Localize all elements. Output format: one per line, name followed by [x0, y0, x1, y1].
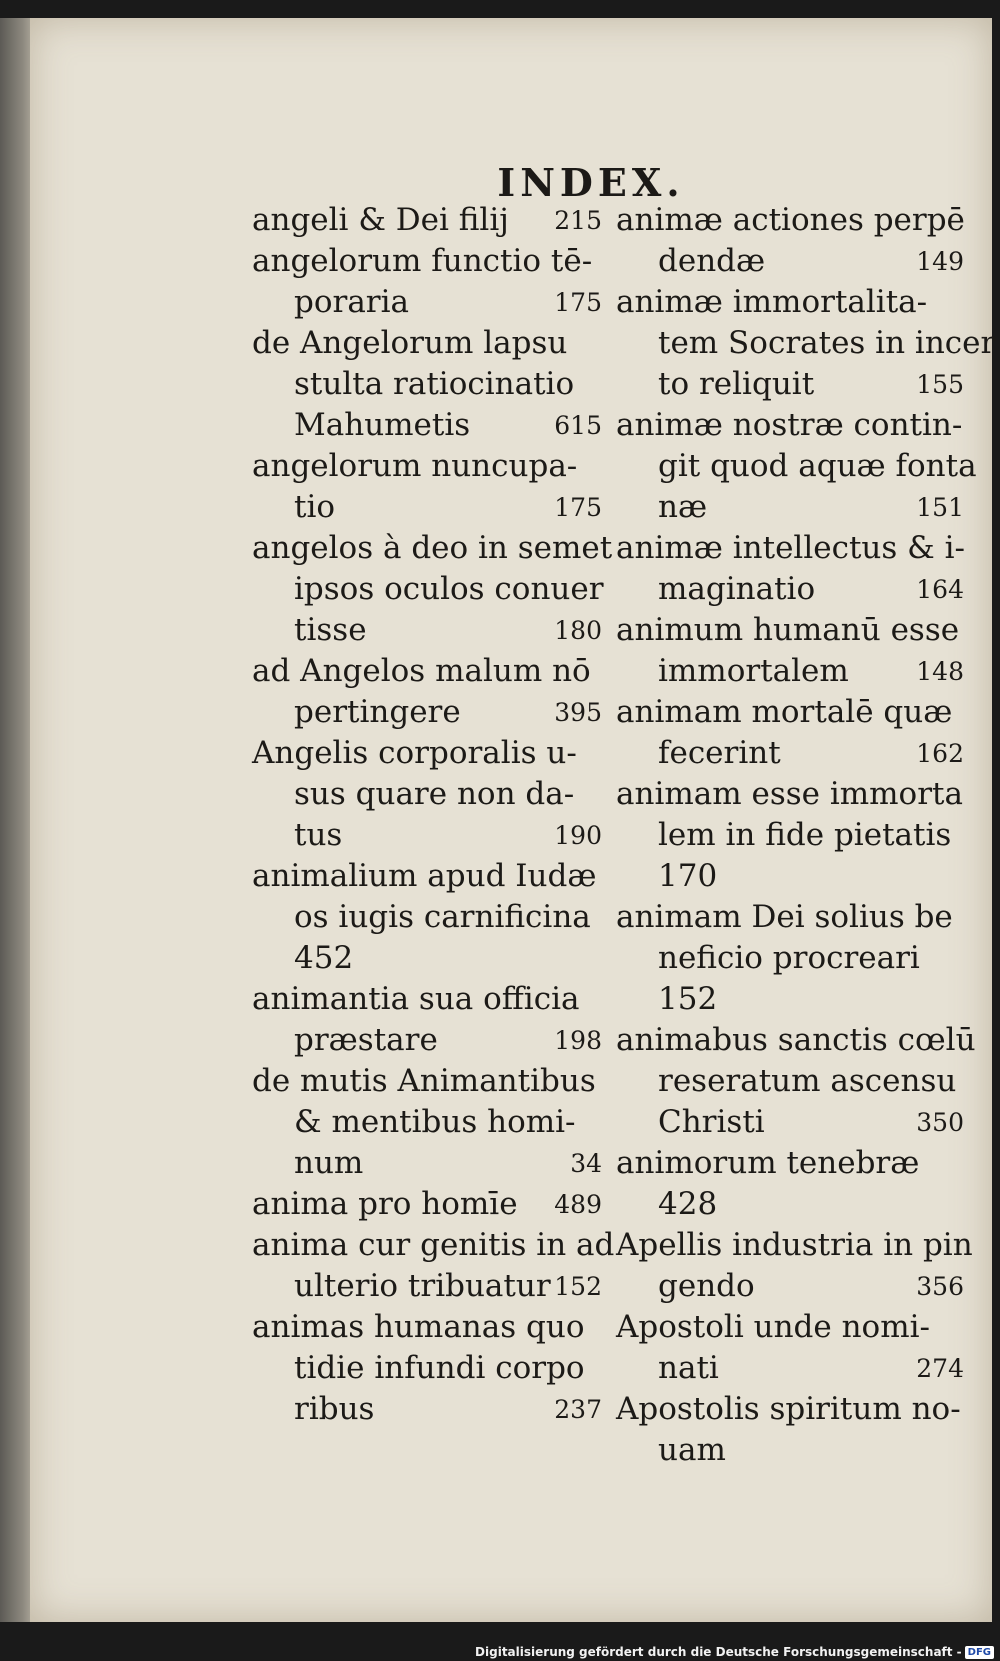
- index-entry-text: sus quare non da-: [294, 776, 575, 812]
- index-page-number: 152: [554, 1272, 602, 1301]
- index-entry-text: animum humanū esse: [616, 612, 960, 648]
- index-page-number: 34: [570, 1149, 602, 1178]
- index-line: [252, 282, 602, 323]
- index-entry-text: animæ immortalita-: [616, 284, 928, 320]
- index-line: [616, 1020, 976, 1061]
- index-line: [616, 610, 964, 651]
- index-entry-text: 428: [658, 1186, 718, 1222]
- index-line: [616, 487, 964, 528]
- index-line: [252, 1061, 602, 1102]
- index-line: [616, 405, 964, 446]
- index-line: [252, 733, 602, 774]
- index-line: [252, 979, 602, 1020]
- index-line: [252, 774, 602, 815]
- index-page-number: 180: [554, 616, 602, 645]
- index-line: [252, 815, 602, 856]
- index-line: [252, 938, 602, 979]
- index-line: [252, 200, 602, 241]
- index-page-number: 489: [554, 1190, 602, 1219]
- index-page-number: 151: [916, 493, 964, 522]
- index-page-number: 350: [916, 1108, 964, 1137]
- index-entry-text: animas humanas quo: [252, 1309, 585, 1345]
- index-page-number: 274: [916, 1354, 964, 1383]
- index-entry-text: anima cur genitis in ad: [252, 1227, 615, 1263]
- index-entry-text: animæ intellectus & i-: [616, 530, 965, 566]
- index-page-number: 162: [916, 739, 964, 768]
- index-line: [252, 364, 602, 405]
- index-entry-text: tus: [294, 817, 343, 853]
- index-line: [616, 1102, 964, 1143]
- index-entry-text: 152: [658, 981, 718, 1017]
- index-line: [616, 692, 964, 733]
- index-entry-text: næ: [658, 489, 708, 525]
- digitization-footer: [475, 1645, 994, 1659]
- index-entry-text: Christi: [658, 1104, 765, 1140]
- index-line: [616, 1307, 964, 1348]
- index-line: [252, 1020, 602, 1061]
- index-line: [252, 692, 602, 733]
- index-entry-text: neficio procreari: [658, 940, 920, 976]
- index-entry-text: os iugis carnificina: [294, 899, 591, 935]
- index-line: [252, 446, 602, 487]
- index-entry-text: de mutis Animantibus: [252, 1063, 596, 1099]
- index-line: [616, 651, 964, 692]
- index-line: [252, 1143, 602, 1184]
- index-line: [616, 1225, 973, 1266]
- index-entry-text: stulta ratiocinatio: [294, 366, 575, 402]
- index-entry-text: immortalem: [658, 653, 849, 689]
- index-line: [252, 1266, 602, 1307]
- index-entry-text: animam esse immorta: [616, 776, 963, 812]
- index-entry-text: animabus sanctis cœlū: [616, 1022, 976, 1058]
- index-entry-text: animantia sua officia: [252, 981, 580, 1017]
- index-line: [616, 200, 964, 241]
- index-entry-text: tisse: [294, 612, 367, 648]
- index-entry-text: Apostoli unde nomi-: [616, 1309, 930, 1345]
- index-entry-text: angeli & Dei filij: [252, 202, 509, 238]
- index-line: [616, 528, 964, 569]
- index-entry-text: lem in fide pietatis: [658, 817, 952, 853]
- footer-text: Digitalisierung gefördert durch die Deutsche Forschungsgemeinschaft -: [475, 1645, 962, 1659]
- index-line: [616, 569, 964, 610]
- index-line: [616, 1061, 964, 1102]
- index-entry-text: ulterio tribuatur: [294, 1268, 551, 1304]
- index-entry-text: animam Dei solius be: [616, 899, 953, 935]
- index-entry-text: animalium apud Iudæ: [252, 858, 597, 894]
- index-entry-text: Apostolis spiritum no-: [616, 1391, 961, 1427]
- index-line: [252, 897, 602, 938]
- index-entry-text: gendo: [658, 1268, 755, 1304]
- index-entry-text: 170: [658, 858, 718, 894]
- index-page-number: 164: [916, 575, 964, 604]
- index-page-number: 198: [554, 1026, 602, 1055]
- index-entry-text: dendæ: [658, 243, 766, 279]
- index-line: [616, 323, 996, 364]
- index-page-number: 395: [554, 698, 602, 727]
- index-line: [616, 1143, 964, 1184]
- index-line: [616, 446, 977, 487]
- index-entry-text: animæ nostræ contin-: [616, 407, 963, 443]
- index-line: [616, 856, 964, 897]
- index-entry-text: anima pro homīe: [252, 1186, 518, 1222]
- index-column-left: [252, 200, 615, 1430]
- index-page-number: 175: [554, 288, 602, 317]
- index-entry-text: angelorum nuncupa-: [252, 448, 578, 484]
- index-line: [616, 1389, 964, 1430]
- index-page-number: 190: [554, 821, 602, 850]
- index-page-number: 215: [554, 206, 602, 235]
- index-line: [616, 364, 964, 405]
- index-line: [252, 1307, 602, 1348]
- index-entry-text: ribus: [294, 1391, 375, 1427]
- index-line: [616, 241, 964, 282]
- index-entry-text: 452: [294, 940, 354, 976]
- index-entry-text: de Angelorum lapsu: [252, 325, 568, 361]
- index-page-number: 155: [916, 370, 964, 399]
- index-page-number: 149: [916, 247, 964, 276]
- index-entry-text: animorum tenebræ: [616, 1145, 920, 1181]
- index-line: [252, 1225, 615, 1266]
- index-entry-text: git quod aquæ fonta: [658, 448, 977, 484]
- index-line: [252, 1102, 602, 1143]
- index-line: [252, 610, 602, 651]
- index-page-number: 356: [916, 1272, 964, 1301]
- index-entry-text: tio: [294, 489, 336, 525]
- index-entry-text: animæ actiones perpē: [616, 202, 965, 238]
- index-entry-text: maginatio: [658, 571, 816, 607]
- index-page-number: 148: [916, 657, 964, 686]
- index-entry-text: præstare: [294, 1022, 438, 1058]
- index-line: [252, 1348, 602, 1389]
- page-heading: INDEX.: [497, 160, 685, 205]
- index-entry-text: pertingere: [294, 694, 461, 730]
- index-entry-text: nati: [658, 1350, 719, 1386]
- index-line: [252, 487, 602, 528]
- index-entry-text: animam mortalē quæ: [616, 694, 953, 730]
- dfg-logo: DFG: [965, 1646, 994, 1659]
- index-entry-text: ad Angelos malum nō: [252, 653, 591, 689]
- index-entry-text: Angelis corporalis u-: [252, 735, 577, 771]
- index-page-number: 615: [554, 411, 602, 440]
- index-entry-text: to reliquit: [658, 366, 815, 402]
- index-line: [252, 528, 613, 569]
- index-page-number: 175: [554, 493, 602, 522]
- index-column-right: [616, 200, 996, 1471]
- index-line: [616, 733, 964, 774]
- index-line: [616, 1266, 964, 1307]
- index-page-number: 237: [554, 1395, 602, 1424]
- index-line: [616, 1184, 964, 1225]
- index-entry-text: tem Socrates in incer: [658, 325, 996, 361]
- index-entry-text: Apellis industria in pin: [616, 1227, 973, 1263]
- index-line: [252, 405, 602, 446]
- index-line: [616, 1348, 964, 1389]
- index-line: [616, 979, 964, 1020]
- index-line: [252, 1389, 602, 1430]
- index-line: [252, 651, 602, 692]
- index-entry-text: num: [294, 1145, 364, 1181]
- index-line: [616, 282, 964, 323]
- index-line: [252, 856, 602, 897]
- index-entry-text: tidie infundi corpo: [294, 1350, 585, 1386]
- index-line: [616, 815, 964, 856]
- index-entry-text: uam: [658, 1432, 726, 1468]
- index-line: [252, 323, 602, 364]
- index-line: [616, 897, 964, 938]
- index-line: [252, 241, 602, 282]
- index-entry-text: fecerint: [658, 735, 781, 771]
- index-entry-text: angelorum functio tē-: [252, 243, 593, 279]
- index-line: [616, 1430, 964, 1471]
- index-entry-text: & mentibus homi-: [294, 1104, 576, 1140]
- index-line: [252, 1184, 602, 1225]
- index-entry-text: reseratum ascensu: [658, 1063, 957, 1099]
- index-line: [616, 938, 964, 979]
- index-line: [252, 569, 602, 610]
- index-entry-text: ipsos oculos conuer: [294, 571, 604, 607]
- index-line: [616, 774, 964, 815]
- index-entry-text: angelos à deo in semet: [252, 530, 613, 566]
- index-entry-text: Mahumetis: [294, 407, 471, 443]
- index-entry-text: poraria: [294, 284, 410, 320]
